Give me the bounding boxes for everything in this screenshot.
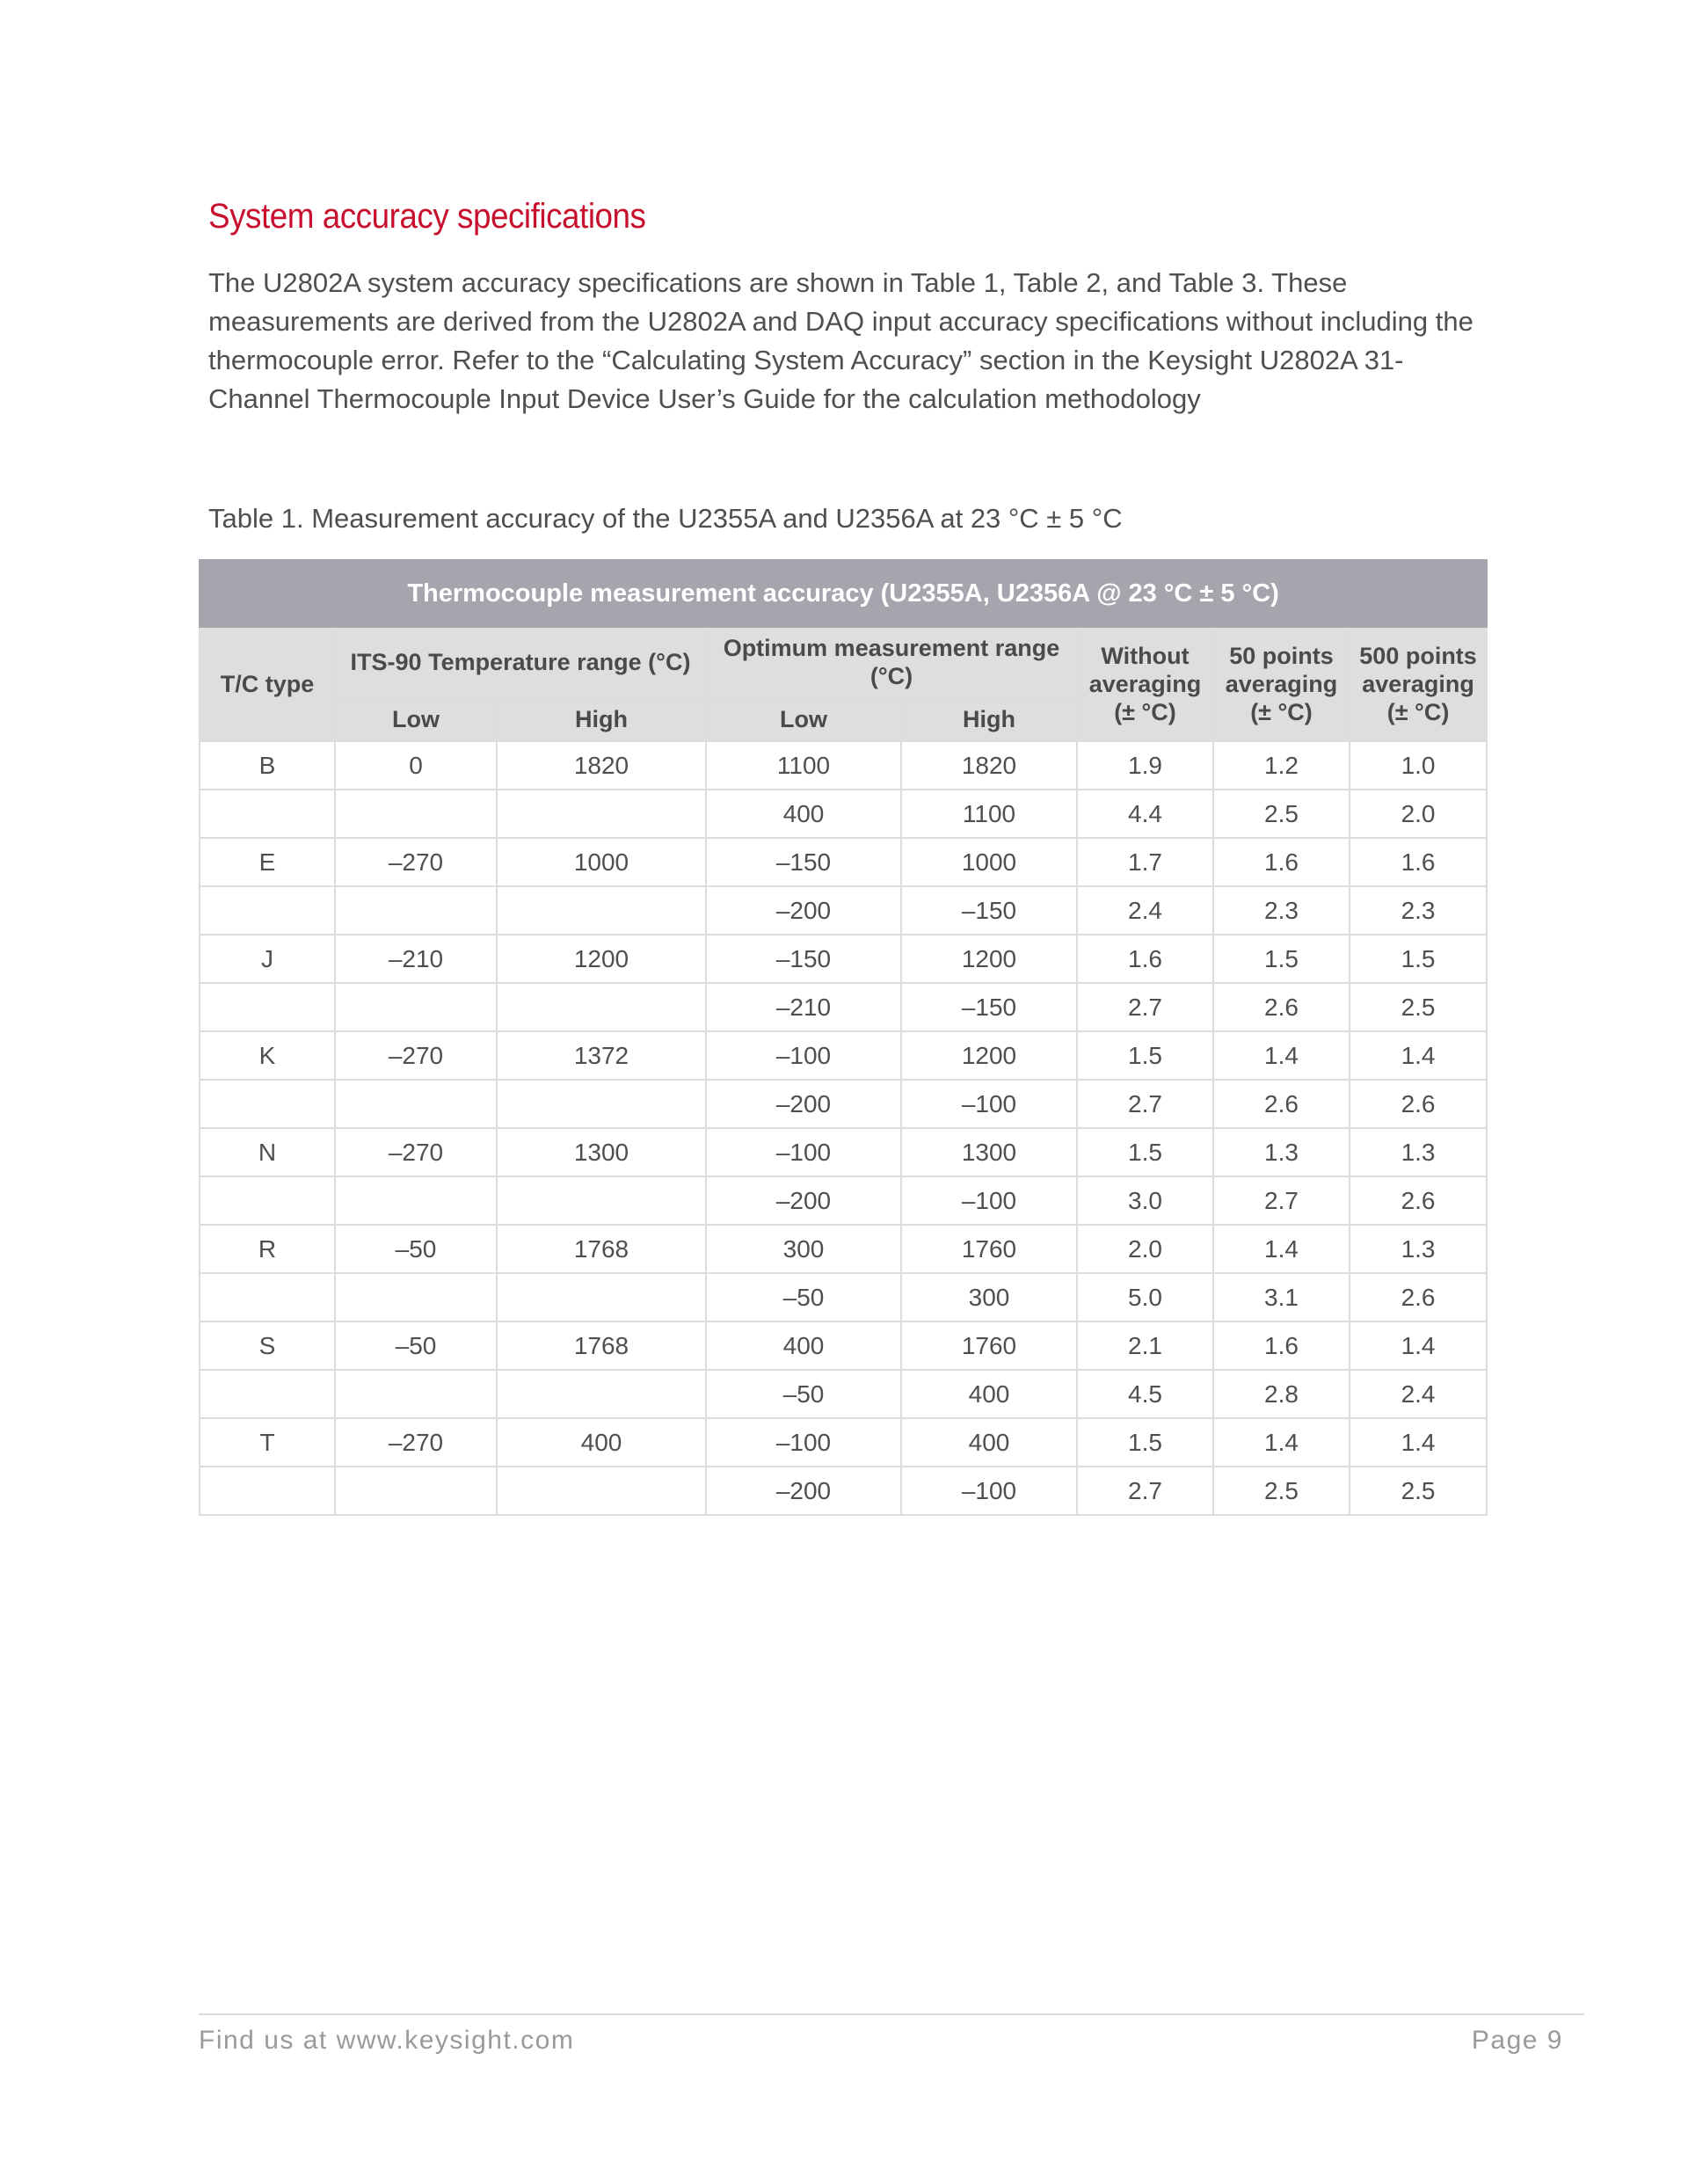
table-cell: 1820 [497, 741, 706, 790]
table-cell: 1100 [706, 741, 901, 790]
table-row [200, 790, 1487, 838]
table-cell: –50 [706, 1273, 901, 1321]
table-cell: 1760 [901, 1321, 1077, 1370]
header-500-points-averaging: 500 points averaging (± °C) [1350, 627, 1487, 741]
table-cell: 1000 [497, 838, 706, 886]
table-cell [335, 983, 497, 1031]
table-cell: –270 [335, 1031, 497, 1080]
table-cell: –100 [706, 1418, 901, 1467]
table-cell: 1.5 [1077, 1418, 1213, 1467]
accuracy-table [199, 559, 1488, 1516]
table-cell: E [200, 838, 335, 886]
table-cell: 4.4 [1077, 790, 1213, 838]
table-cell: 1.4 [1213, 1031, 1350, 1080]
table-cell: 2.8 [1213, 1370, 1350, 1418]
table-cell [200, 1467, 335, 1515]
intro-paragraph: The U2802A system accuracy specifications are shown in Table 1, Table 2, and Table 3. These measurements are derived from the U2802A and DAQ input accuracy specifications without including the thermocouple error. Refer to the “Calculating System Accuracy” section in the Keysight U2802A 31-Channel Thermocouple Input Device User’s Guide for the calculation methodology [208, 267, 1473, 414]
table-cell [200, 886, 335, 935]
table-cell: –100 [901, 1467, 1077, 1515]
table-row [200, 1225, 1487, 1273]
table-cell: 1.3 [1350, 1225, 1487, 1273]
table-cell: 1000 [901, 838, 1077, 886]
footer-divider [199, 2013, 1584, 2015]
table-cell: –200 [706, 1176, 901, 1225]
table-cell [335, 886, 497, 935]
header-50-points-averaging: 50 points averaging (± °C) [1213, 627, 1350, 741]
table-cell: 2.0 [1077, 1225, 1213, 1273]
table-row [200, 1273, 1487, 1321]
table-cell [335, 1273, 497, 1321]
table-cell: –100 [706, 1031, 901, 1080]
table-cell: 300 [901, 1273, 1077, 1321]
table-cell: 2.3 [1213, 886, 1350, 935]
table-cell: 1300 [901, 1128, 1077, 1176]
table-cell: –200 [706, 1467, 901, 1515]
table-cell [200, 1080, 335, 1128]
table-cell: –100 [901, 1080, 1077, 1128]
table-caption: Table 1. Measurement accuracy of the U2355A and U2356A at 23 °C ± 5 °C [208, 503, 1123, 534]
table-row [200, 1031, 1487, 1080]
footer-page-number: Page 9 [1471, 2026, 1563, 2055]
table-cell: 1768 [497, 1225, 706, 1273]
table-cell: 1.5 [1077, 1128, 1213, 1176]
table-row [200, 1370, 1487, 1418]
table-cell: 1820 [901, 741, 1077, 790]
table-cell [335, 1080, 497, 1128]
table-cell [335, 1176, 497, 1225]
header-its90-range: ITS-90 Temperature range (°C) [335, 627, 706, 697]
table-cell: 2.6 [1213, 983, 1350, 1031]
table-cell: 1.2 [1213, 741, 1350, 790]
table-row [200, 1176, 1487, 1225]
table-cell: 1.3 [1350, 1128, 1487, 1176]
table-row [200, 1418, 1487, 1467]
table-cell: 1300 [497, 1128, 706, 1176]
table-cell: 1.6 [1213, 838, 1350, 886]
table-cell: 0 [335, 741, 497, 790]
table-row [200, 886, 1487, 935]
table-super-header: Thermocouple measurement accuracy (U2355A, U2356A @ 23 °C ± 5 °C) [200, 560, 1487, 627]
table-cell: 1.4 [1213, 1225, 1350, 1273]
table-row [200, 1321, 1487, 1370]
table-cell: 400 [901, 1418, 1077, 1467]
table-cell: 1200 [901, 1031, 1077, 1080]
table-cell: 1.4 [1350, 1321, 1487, 1370]
table-row [200, 935, 1487, 983]
table-cell: 1100 [901, 790, 1077, 838]
table-cell [497, 1176, 706, 1225]
table-cell: –200 [706, 886, 901, 935]
table-row [200, 983, 1487, 1031]
table-cell: 2.6 [1213, 1080, 1350, 1128]
table-cell: 1372 [497, 1031, 706, 1080]
table-cell: 1.5 [1350, 935, 1487, 983]
table-cell: 1.5 [1213, 935, 1350, 983]
table-row [200, 741, 1487, 790]
table-cell: 2.1 [1077, 1321, 1213, 1370]
table-cell: 1.6 [1350, 838, 1487, 886]
header-optimum-low: Low [706, 697, 901, 741]
table-body [200, 741, 1487, 1515]
table-cell: 2.6 [1350, 1273, 1487, 1321]
header-tc-type: T/C type [200, 627, 335, 741]
table-cell: 2.5 [1350, 1467, 1487, 1515]
table-cell: R [200, 1225, 335, 1273]
header-optimum-high: High [901, 697, 1077, 741]
table-cell: 2.7 [1077, 1080, 1213, 1128]
table-cell [200, 1176, 335, 1225]
table-cell: 2.4 [1350, 1370, 1487, 1418]
table-cell: –150 [706, 838, 901, 886]
section-heading: System accuracy specifications [208, 197, 646, 236]
table-cell: –210 [335, 935, 497, 983]
table-cell [200, 1273, 335, 1321]
table-cell: –100 [706, 1128, 901, 1176]
table-cell: 1760 [901, 1225, 1077, 1273]
table-cell [497, 790, 706, 838]
header-optimum-range: Optimum measurement range (°C) [706, 627, 1077, 697]
table-cell: –270 [335, 1128, 497, 1176]
table-cell: 1.0 [1350, 741, 1487, 790]
table-cell [200, 790, 335, 838]
table-cell: 1200 [901, 935, 1077, 983]
table-cell: –270 [335, 1418, 497, 1467]
table-cell [335, 790, 497, 838]
header-its90-low: Low [335, 697, 497, 741]
table-cell [497, 983, 706, 1031]
table-cell: 2.4 [1077, 886, 1213, 935]
table-cell [497, 1080, 706, 1128]
table-cell: 1.4 [1350, 1031, 1487, 1080]
table-cell: 1200 [497, 935, 706, 983]
table-cell: 1.5 [1077, 1031, 1213, 1080]
table-cell: 1.9 [1077, 741, 1213, 790]
table-cell [335, 1467, 497, 1515]
table-cell: N [200, 1128, 335, 1176]
table-cell: T [200, 1418, 335, 1467]
table-cell [497, 1467, 706, 1515]
table-cell [497, 1370, 706, 1418]
table-cell [200, 1370, 335, 1418]
table-cell: 2.6 [1350, 1080, 1487, 1128]
table-cell: –270 [335, 838, 497, 886]
table-row [200, 1467, 1487, 1515]
table-cell: 1.6 [1077, 935, 1213, 983]
table-cell: 2.6 [1350, 1176, 1487, 1225]
table-cell: 2.5 [1213, 790, 1350, 838]
table-cell: 400 [497, 1418, 706, 1467]
table-cell: 2.7 [1213, 1176, 1350, 1225]
table-cell: –100 [901, 1176, 1077, 1225]
table-cell: –150 [706, 935, 901, 983]
table-cell: 3.0 [1077, 1176, 1213, 1225]
table-cell: 4.5 [1077, 1370, 1213, 1418]
table-row [200, 1080, 1487, 1128]
table-cell: 2.3 [1350, 886, 1487, 935]
table-cell: S [200, 1321, 335, 1370]
table-cell [200, 983, 335, 1031]
table-cell: 300 [706, 1225, 901, 1273]
table-cell: 2.0 [1350, 790, 1487, 838]
table-cell: 400 [706, 790, 901, 838]
table-cell: 1.4 [1213, 1418, 1350, 1467]
table-cell: 2.5 [1213, 1467, 1350, 1515]
table-cell: 5.0 [1077, 1273, 1213, 1321]
table-cell: –150 [901, 983, 1077, 1031]
table-cell: 2.5 [1350, 983, 1487, 1031]
table-cell: K [200, 1031, 335, 1080]
table-cell: 1768 [497, 1321, 706, 1370]
table-cell: –150 [901, 886, 1077, 935]
table-cell: –200 [706, 1080, 901, 1128]
footer-website: Find us at www.keysight.com [199, 2026, 575, 2055]
table-cell: –50 [335, 1225, 497, 1273]
table-cell: 1.3 [1213, 1128, 1350, 1176]
table-cell: 1.4 [1350, 1418, 1487, 1467]
table-cell [335, 1370, 497, 1418]
table-row [200, 1128, 1487, 1176]
table-cell [497, 1273, 706, 1321]
table-cell: –50 [706, 1370, 901, 1418]
table-row [200, 838, 1487, 886]
table-cell [497, 886, 706, 935]
table-cell: –50 [335, 1321, 497, 1370]
table-cell: 400 [901, 1370, 1077, 1418]
table-cell: 1.6 [1213, 1321, 1350, 1370]
table-cell: 1.7 [1077, 838, 1213, 886]
header-its90-high: High [497, 697, 706, 741]
table-cell: 2.7 [1077, 983, 1213, 1031]
table-cell: 2.7 [1077, 1467, 1213, 1515]
table-cell: J [200, 935, 335, 983]
table-cell: B [200, 741, 335, 790]
table-cell: –210 [706, 983, 901, 1031]
table-cell: 400 [706, 1321, 901, 1370]
table-cell: 3.1 [1213, 1273, 1350, 1321]
header-without-averaging: Without averaging (± °C) [1077, 627, 1213, 741]
